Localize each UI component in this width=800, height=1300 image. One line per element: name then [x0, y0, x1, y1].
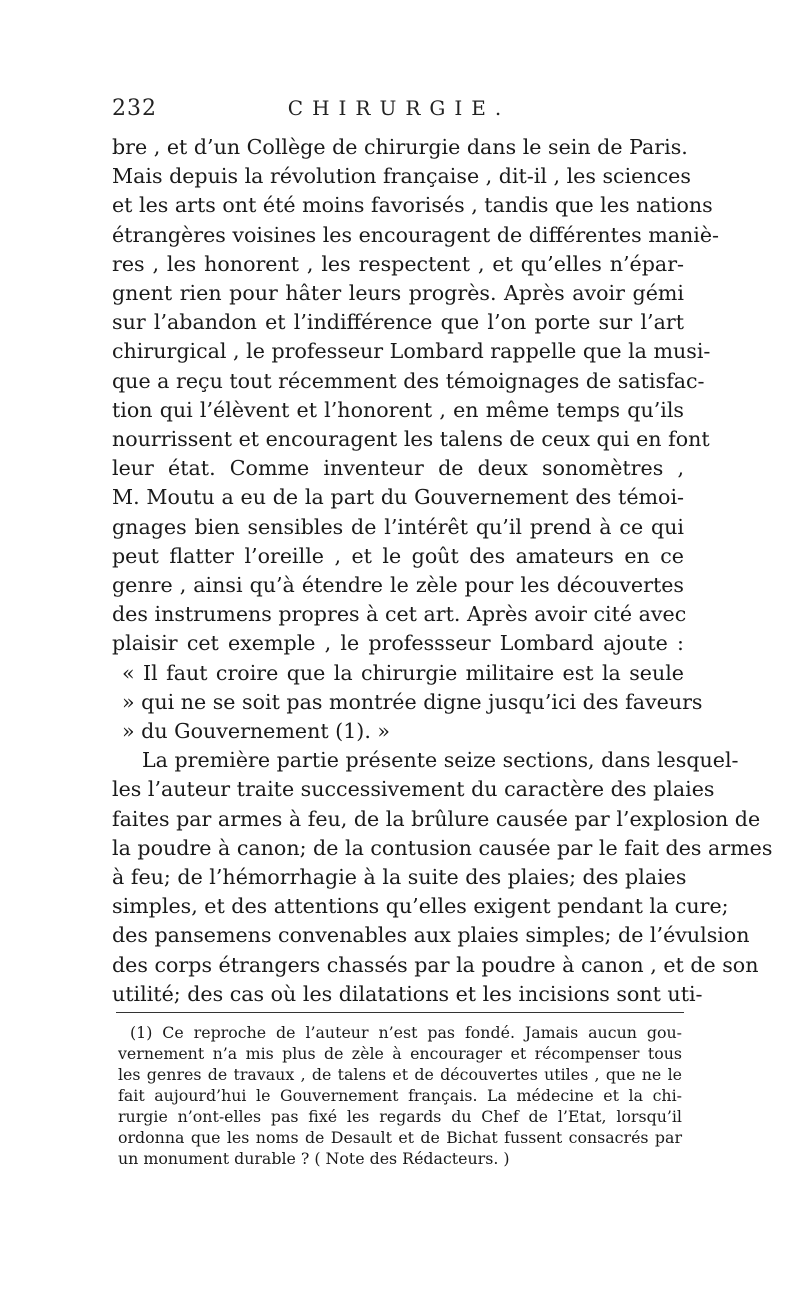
running-title: CHIRURGIE.: [287, 96, 511, 120]
text-line: nourrissent et encouragent les talens de ceux qui en font: [112, 427, 710, 452]
text-line: peut flatter l’oreille , et le goût des amateurs en ce: [112, 543, 684, 568]
footnote-line: (1) Ce reproche de l’auteur n’est pas fondé. Jamais aucun gou-: [130, 1023, 682, 1042]
footnote-line: les genres de travaux , de talens et de découvertes utiles , que ne le: [118, 1065, 682, 1084]
page-number: 232: [112, 96, 157, 121]
paragraph-start-line: La première partie présente seize sections, dans lesquel-: [142, 748, 739, 773]
quote-line: » du Gouvernement (1). »: [122, 719, 391, 744]
text-line: utilité; des cas où les dilatations et les incisions sont uti-: [112, 981, 703, 1006]
footnote-line: un monument durable ? ( Note des Rédacteurs. ): [118, 1149, 510, 1168]
footnote-line: rurgie n’ont-elles pas fixé les regards du Chef de l’Etat, lorsqu’il: [118, 1107, 682, 1126]
text-line: étrangères voisines les encouragent de différentes maniè-: [112, 222, 719, 247]
footnote-line: ordonna que les noms de Desault et de Bichat fussent consacrés par: [118, 1128, 682, 1147]
text-line: faites par armes à feu, de la brûlure causée par l’explosion de: [112, 806, 761, 831]
text-line: chirurgical , le professeur Lombard rappelle que la musi-: [112, 339, 711, 364]
text-line: la poudre à canon; de la contusion causée par le fait des armes: [112, 835, 773, 860]
page-header: [112, 96, 686, 132]
footnote-divider: [116, 1012, 684, 1013]
text-line: genre , ainsi qu’à étendre le zèle pour les découvertes: [112, 573, 684, 598]
footnote-line: fait aujourd’hui le Gouvernement français. La médecine et la chi-: [118, 1086, 682, 1105]
text-line: que a reçu tout récemment des témoignages de satisfac-: [112, 368, 705, 393]
text-line: plaisir cet exemple , le professseur Lombard ajoute :: [112, 631, 684, 656]
quote-line: » qui ne se soit pas montrée digne jusqu’ici des faveurs: [122, 689, 703, 714]
text-line: gnages bien sensibles de l’intérêt qu’il prend à ce qui: [112, 514, 684, 539]
text-line: Mais depuis la révolution française , dit-il , les sciences: [112, 164, 691, 189]
text-line: simples, et des attentions qu’elles exigent pendant la cure;: [112, 894, 729, 919]
text-line: res , les honorent , les respectent , et qu’elles n’épar-: [112, 251, 684, 276]
text-line: à feu; de l’hémorrhagie à la suite des plaies; des plaies: [112, 865, 687, 890]
text-line: sur l’abandon et l’indifférence que l’on porte sur l’art: [112, 310, 684, 335]
text-line: tion qui l’élèvent et l’honorent , en même temps qu’ils: [112, 397, 684, 422]
footnote: [118, 1022, 682, 1169]
footnote-line: vernement n’a mis plus de zèle à encourager et récompenser tous: [118, 1044, 682, 1063]
text-line: M. Moutu a eu de la part du Gouvernement des témoi-: [112, 485, 684, 510]
text-line: leur état. Comme inventeur de deux sonomètres ,: [112, 456, 684, 481]
text-line: bre , et d’un Collège de chirurgie dans le sein de Paris.: [112, 135, 688, 159]
text-line: des corps étrangers chassés par la poudre à canon , et de son: [112, 952, 759, 977]
text-line: et les arts ont été moins favorisés , tandis que les nations: [112, 193, 713, 218]
text-line: des instrumens propres à cet art. Après avoir cité avec: [112, 602, 687, 627]
text-line: des pansemens convenables aux plaies simples; de l’évulsion: [112, 923, 750, 948]
text-line: gnent rien pour hâter leurs progrès. Après avoir gémi: [112, 281, 684, 306]
text-line: les l’auteur traite successivement du caractère des plaies: [112, 777, 715, 802]
quote-line: « Il faut croire que la chirurgie militaire est la seule: [122, 660, 684, 685]
body-text: [112, 133, 773, 1009]
